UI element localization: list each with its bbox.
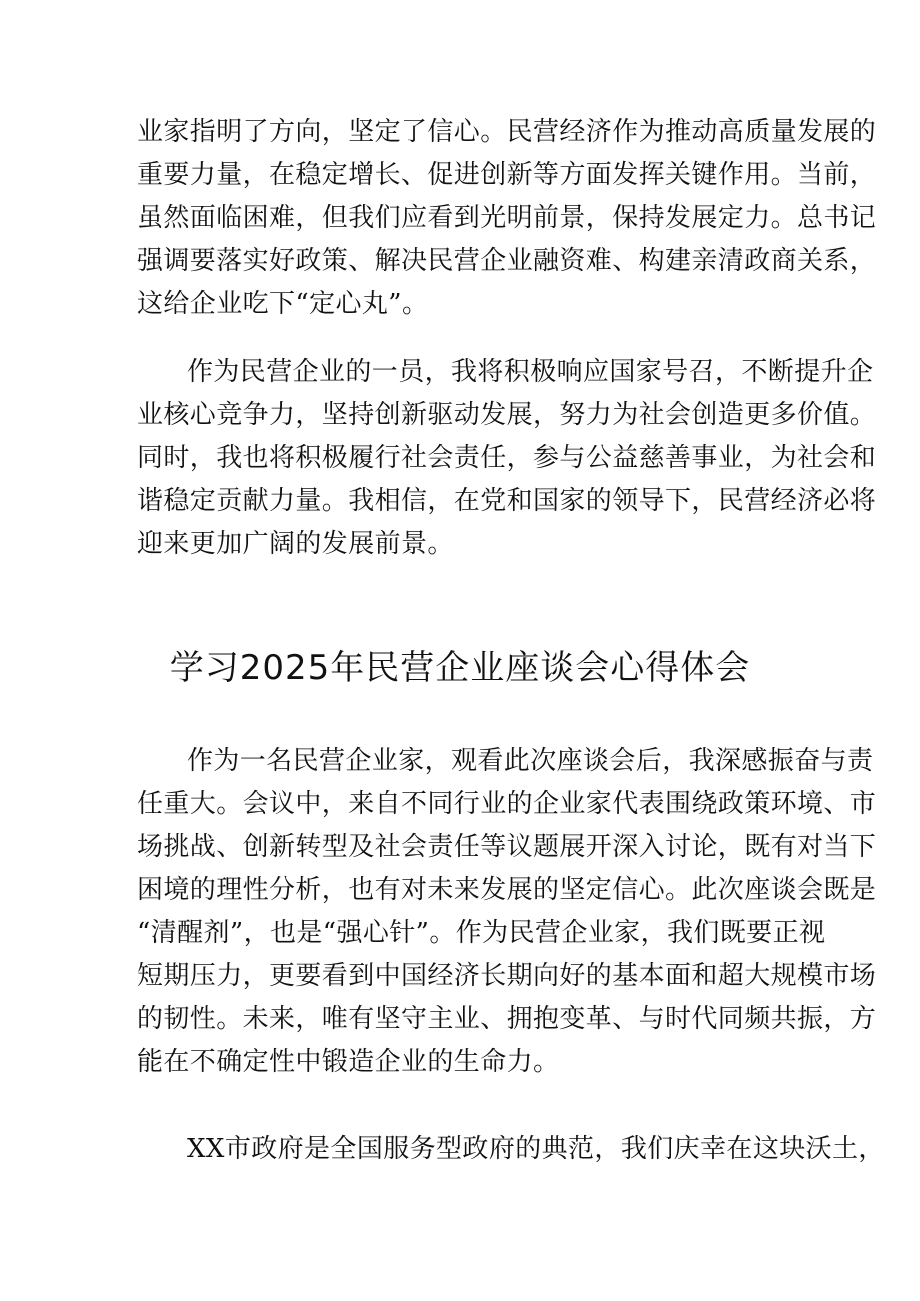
paragraph-2-line-1: 作为民营企业的一员，我将积极响应国家号召，不断提升企 xyxy=(187,357,874,387)
paragraph-1-line-5: 这给企业吃下“定心丸”。 xyxy=(137,289,429,319)
paragraph-2-line-2: 业核心竞争力，坚持创新驱动发展，努力为社会创造更多价值。 xyxy=(137,400,877,430)
paragraph-1-line-4: 强调要落实好政策、解决民营企业融资难、构建亲清政商关系， xyxy=(137,246,877,276)
article-title: 学习2025年民营企业座谈会心得体会 xyxy=(169,648,751,688)
paragraph-3-line-5: “清醒剂”，也是“强心针”。作为民营企业家，我们既要正视 xyxy=(137,918,826,948)
paragraph-3-line-2: 任重大。会议中，来自不同行业的企业家代表围绕政策环境、市 xyxy=(137,789,877,819)
paragraph-2-line-4: 谐稳定贡献力量。我相信，在党和国家的领导下，民营经济必将 xyxy=(137,486,877,516)
paragraph-3-line-6: 短期压力，更要看到中国经济长期向好的基本面和超大规模市场 xyxy=(137,961,877,991)
paragraph-1-line-1: 业家指明了方向，坚定了信心。民营经济作为推动高质量发展的 xyxy=(137,117,877,147)
paragraph-2-line-3: 同时，我也将积极履行社会责任，参与公益慈善事业，为社会和 xyxy=(137,443,877,473)
paragraph-4-line-1: XX市政府是全国服务型政府的典范，我们庆幸在这块沃土， xyxy=(187,1134,885,1164)
paragraph-3-line-1: 作为一名民营企业家，观看此次座谈会后，我深感振奋与责 xyxy=(187,746,874,776)
paragraph-3-line-8: 能在不确定性中锻造企业的生命力。 xyxy=(137,1047,560,1077)
paragraph-3-line-7: 的韧性。未来，唯有坚守主业、拥抱变革、与时代同频共振，方 xyxy=(137,1004,877,1034)
paragraph-3-line-4: 困境的理性分析，也有对未来发展的坚定信心。此次座谈会既是 xyxy=(137,875,877,905)
paragraph-3-line-3: 场挑战、创新转型及社会责任等议题展开深入讨论，既有对当下 xyxy=(137,832,877,862)
paragraph-1-line-3: 虽然面临困难，但我们应看到光明前景，保持发展定力。总书记 xyxy=(137,203,877,233)
paragraph-1-line-2: 重要力量，在稳定增长、促进创新等方面发挥关键作用。当前， xyxy=(137,160,877,190)
paragraph-2-line-5: 迎来更加广阔的发展前景。 xyxy=(137,529,454,559)
